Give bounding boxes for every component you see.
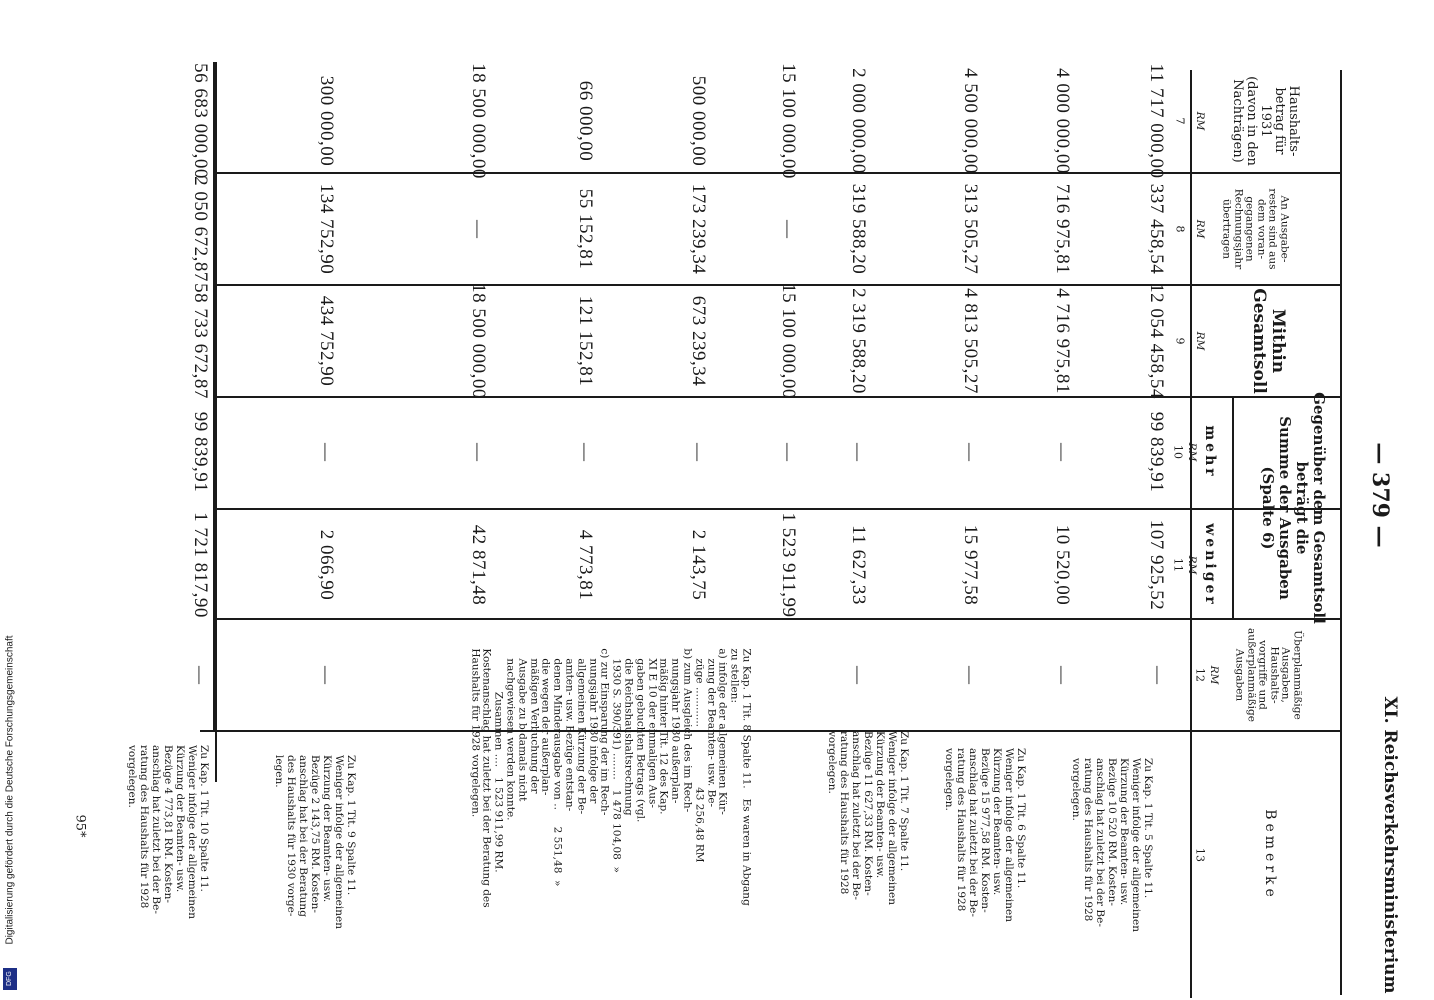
r4-c7: 2 000 000,00 xyxy=(848,68,869,174)
r7-c8: 55 152,81 xyxy=(575,188,596,270)
total-c8: 2 050 672,87 xyxy=(190,176,211,282)
unit-col7: RM xyxy=(1194,111,1206,131)
table-outer-right xyxy=(1340,70,1342,995)
colno-9: 9 xyxy=(1173,337,1187,345)
r9-c9: 434 752,90 xyxy=(316,295,337,387)
r5-c7: 15 100 000,00 xyxy=(778,63,799,179)
r6-c11: 2 143,75 xyxy=(688,529,709,601)
total-c13: Zu Kap. 1 Tit. 10 Spalte 11. Weniger infolge der allgemeinen Kürzung der Beamten- usw. Bezüge 4 773,81 RM. Kosten- anschlag hat zuletzt bei der Be- ratung des Haushalts für 1928 vorgelegen. xyxy=(126,745,210,919)
total-c12: — xyxy=(190,666,211,684)
col-divider-11-12 xyxy=(217,618,1342,620)
unit-col9: RM xyxy=(1194,331,1206,351)
page-signature: 95* xyxy=(72,814,88,838)
header-col8: An Ausgabe- resten sind aus dem voran- gegangenen Rechnungsjahr übertragen xyxy=(1221,188,1291,270)
r8-c9: 18 500 000,00 xyxy=(468,283,489,399)
col-divider-12-13 xyxy=(200,730,1342,732)
r5-c10: — xyxy=(778,443,799,461)
col-divider-10-11 xyxy=(217,508,1342,510)
r6-c8: 173 239,34 xyxy=(688,183,709,275)
header-col10-11-group: Gegenüber dem Gesamtsoll beträgt die Summe der Ausgaben (Spalte 6) xyxy=(1259,392,1328,624)
r9-c8: 134 752,90 xyxy=(316,183,337,275)
r8-c10: — xyxy=(468,443,489,461)
r3-c10: — xyxy=(960,443,981,461)
r8-c7: 18 500 000,00 xyxy=(468,63,489,179)
r1-c12: — xyxy=(1148,666,1169,684)
unit-col12: RM xyxy=(1208,665,1220,685)
r6-c9: 673 239,34 xyxy=(688,295,709,387)
r5-note: Zu Kap. 1 Tit. 8 Spalte 11. Es waren in Abgang zu stellen: a) infolge der allgemeinen Kür- zung der Beamten- usw. Be- züge ............ 43 256,48 RM b) zum Ausgleich des im Rech- nungsjahr 1930 außerplan- mäßig hinter Tit. 12 des Kap. XI E 10 der einmaligen Aus- gaben gebuchten Betrags (vgl. die Reichshaushaltsrechnung 1930 S. 390/391) ........ 1 478 104,08 » c) zur Einsparung der im Rech- nungsjahr 1930 infolge der allgemeinen Kürzung der Be- amten- usw. Bezüge entstan- denen Minderausgabe von .. 2 551,48 » die wegen der außerplan- mäßigen Verbuchung der Ausgabe zu b damals nicht nachgewiesen werden konnte. Zusammen .... 1 523 911,99 RM. Kostenanschlag hat zuletzt bei der Beratung des Haushalts für 1928 vorgelegen. xyxy=(469,648,753,908)
header-col10: mehr xyxy=(1202,425,1218,479)
r2-c11: 10 520,00 xyxy=(1052,524,1073,606)
header-subdivide xyxy=(1232,398,1234,618)
total-c10: 99 839,91 xyxy=(190,411,211,493)
total-c11: 1 721 817,90 xyxy=(190,512,211,618)
r4-c13: Zu Kap. 1 Tit. 7 Spalte 11. Weniger infolge der allgemeinen Kürzung der Beamten- usw. Bezüge 11 627,33 RM. Kosten- anschlag hat zuletzt bei der Be- ratung des Haushalts für 1928 vorgelegen. xyxy=(826,731,910,905)
colno-12: 12 xyxy=(1193,668,1207,682)
table-top-border xyxy=(1190,70,1192,998)
r5-c8: — xyxy=(778,220,799,238)
r3-c7: 4 500 000,00 xyxy=(960,68,981,174)
r4-c8: 319 588,20 xyxy=(848,183,869,275)
header-col12: Überplanmäßige Ausgaben, Haushalts- vorgriffe und außerplanmäßige Ausgaben xyxy=(1234,628,1304,722)
r7-c7: 66 000,00 xyxy=(575,80,596,162)
r1-c11: 107 925,52 xyxy=(1146,519,1167,611)
colno-7: 7 xyxy=(1173,117,1187,125)
colno-8: 8 xyxy=(1173,225,1187,233)
r9-c7: 300 000,00 xyxy=(316,75,337,167)
r9-c11: 2 066,90 xyxy=(316,529,337,601)
r7-c9: 121 152,81 xyxy=(575,295,596,387)
r2-c12: — xyxy=(1052,666,1073,684)
header-col9: Mithin Gesamtsoll xyxy=(1249,288,1288,394)
r3-c8: 313 505,27 xyxy=(960,183,981,275)
r4-c9: 2 319 588,20 xyxy=(848,288,869,394)
r5-c9: 15 100 000,00 xyxy=(778,283,799,399)
r2-c10: — xyxy=(1052,443,1073,461)
digitization-note: Digitalisierung gefördert durch die Deutsche Forschungsgemeinschaft xyxy=(4,635,16,945)
r8-c11: 42 871,48 xyxy=(468,524,489,606)
r8-c8: — xyxy=(468,220,489,238)
unit-col8: RM xyxy=(1194,219,1206,239)
r6-c10: — xyxy=(688,443,709,461)
r3-c9: 4 813 505,27 xyxy=(960,288,981,394)
total-c7: 56 683 000,00 xyxy=(190,63,211,179)
unit-col11: RM xyxy=(1186,555,1198,575)
r2-c8: 716 975,81 xyxy=(1052,183,1073,275)
r9-c12: — xyxy=(316,666,337,684)
r3-c11: 15 977,58 xyxy=(960,524,981,606)
r4-c10: — xyxy=(848,443,869,461)
table-left-edge xyxy=(215,62,217,782)
r3-c13: Zu Kap. 1 Tit. 6 Spalte 11. Weniger infolge der allgemeinen Kürzung der Beamten- usw. Bezüge 15 977,58 RM. Kosten- anschlag hat zuletzt bei der Be- ratung des Haushalts für 1928 vorgelegen. xyxy=(943,748,1027,922)
total-c9: 58 733 672,87 xyxy=(190,283,211,399)
header-col11: weniger xyxy=(1202,523,1218,607)
r1-c13: Zu Kap. 1 Tit. 5 Spalte 11. Weniger infolge der allgemeinen Kürzung der Beamten- usw. Bezüge 10 520 RM. Kosten- anschlag hat zuletzt bei der Be- ratung des Haushalts für 1928 vorgelegen. xyxy=(1070,758,1154,932)
r9-c10: — xyxy=(316,443,337,461)
r7-c11: 4 773,81 xyxy=(575,529,596,601)
chapter-title: XI. Reichsverkehrsministerium xyxy=(1380,696,1400,994)
colno-13: 13 xyxy=(1193,848,1207,862)
r1-c9: 12 054 458,54 xyxy=(1146,283,1167,399)
r6-c7: 500 000,00 xyxy=(688,75,709,167)
r1-c8: 337 458,54 xyxy=(1146,183,1167,275)
colno-10: 10 xyxy=(1171,445,1185,459)
header-col7: Haushalts- betrag für 1931 (davon in den Nachträgen) xyxy=(1230,76,1301,166)
r1-c7: 11 717 000,00 xyxy=(1146,63,1167,179)
total-row-line xyxy=(213,62,215,732)
r9-c13: Zu Kap. 1 Tit. 9 Spalte 11. Weniger infolge der allgemeinen Kürzung der Beamten- usw. Bezüge 2 143,75 RM. Kosten- anschlag hat bei der Beratung des Haushalts für 1930 vorge- legen. xyxy=(273,755,357,929)
r4-c11: 11 627,33 xyxy=(848,525,869,605)
r7-c10: — xyxy=(575,443,596,461)
r3-c12: — xyxy=(960,666,981,684)
header-col13: Bemerke xyxy=(1262,809,1278,901)
colno-11: 11 xyxy=(1171,558,1185,572)
r2-c7: 4 000 000,00 xyxy=(1052,68,1073,174)
r4-c12: — xyxy=(848,666,869,684)
r1-c10: 99 839,91 xyxy=(1146,411,1167,493)
unit-col10: RM xyxy=(1186,442,1198,462)
r5-c11: 1 523 911,99 xyxy=(778,512,799,618)
r2-c9: 4 716 975,81 xyxy=(1052,288,1073,394)
dfg-logo: DFG xyxy=(3,968,17,990)
page-number: — 379 — xyxy=(1367,442,1393,548)
